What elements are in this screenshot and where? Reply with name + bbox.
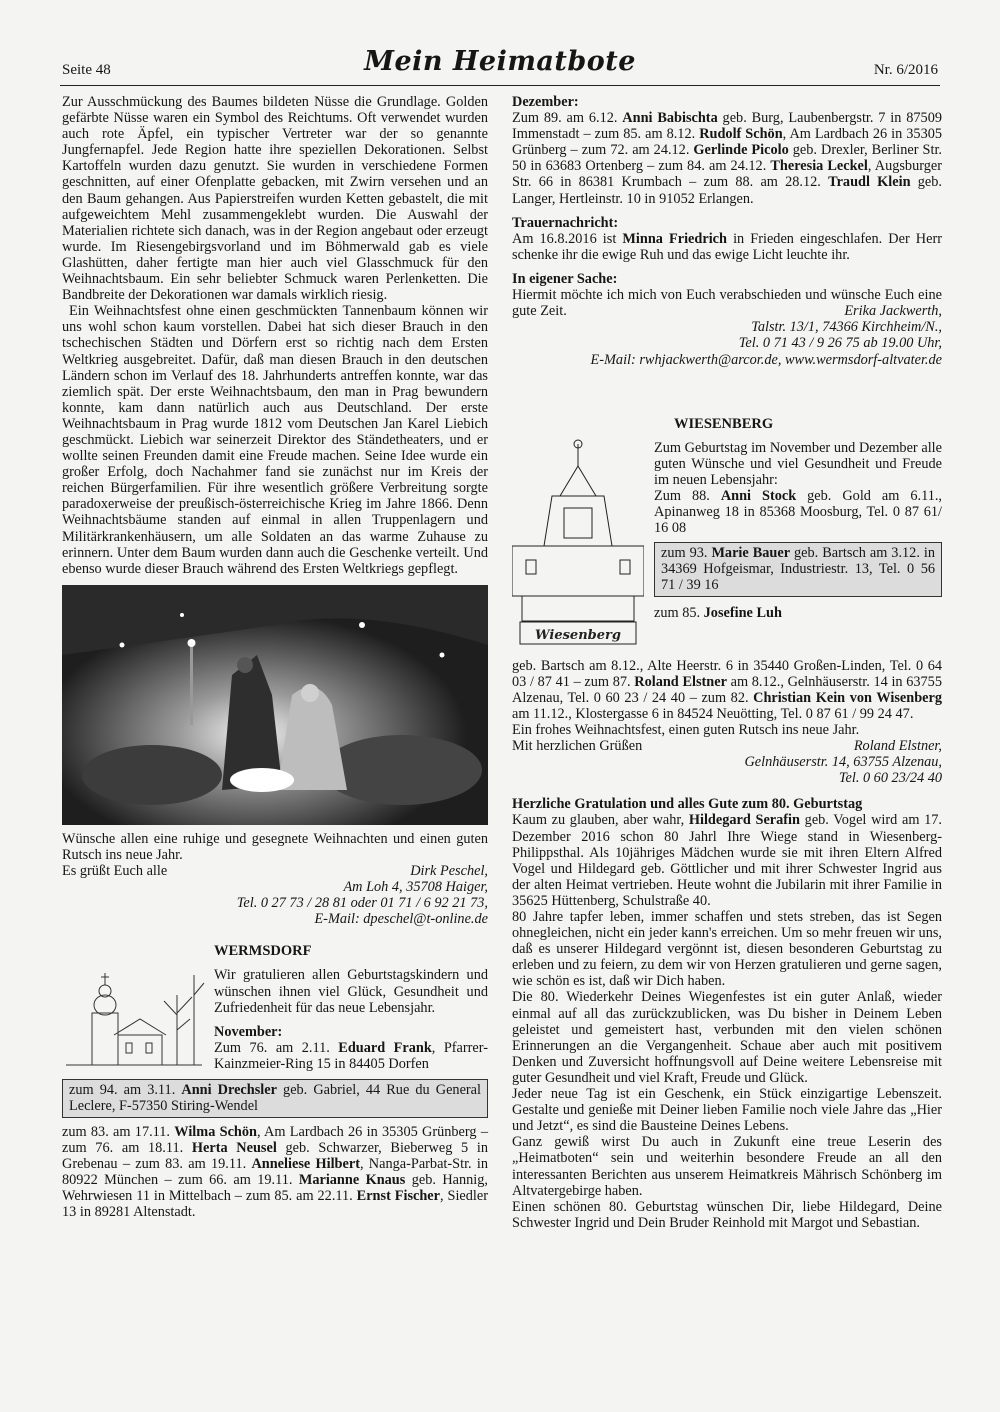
page-number: Seite 48: [62, 62, 111, 78]
person-name: Anni Stock: [720, 487, 797, 504]
birthday-entry: [654, 488, 942, 536]
signature-address: Talstr. 13/1, 74366 Kirchheim/N.,: [751, 319, 942, 336]
entry-text: zum 83. am 17.11.: [62, 1123, 175, 1140]
highlight-box: [62, 1079, 488, 1117]
person-name: Herta Neusel: [191, 1139, 277, 1156]
entry-text: geb. Gold am 6.11., Apinanweg 18 in 85368 Moosburg, Tel. 0 87 61/ 16 08: [654, 487, 942, 537]
person-name: Eduard Frank: [338, 1039, 432, 1056]
person-name: Christian Kein von Wisenberg: [753, 689, 942, 706]
article-paragraph: Ein Weihnachtsfest ohne einen geschmückten Tannenbaum können wir uns wohl schon kaum vorstellen. Dabei hat sich dieser Brauch in den tschechischen Städten und Dörfern erst so richtig nach dem Ersten Weltkrieg ausgebreitet. Dafür, daß man diesen Brauch in den deutschen Ländern schon im Verlauf des 18. Jahrhunderts antreffen konnte, war das ziemlich spät. Der erste Weihnachtsbaum, den man in Prag bewundern konnte, kam dann natürlich auch aus Deutschland. Der erste Weihnachtsbaum in Prag wurde 1812 vom Deutschen Jan Karel Liebich geschmückt. Liebich war seinerzeit Direktor des Ständetheaters, und er wollte seinen Freunden damit eine Freude machen. Seine Idee wurde ein großer Erfolg, doch Nachahmer fand sie zunächst nur im Kreis der reichen Bürgerfamilien. Für ihre wesentlich größere Verbreitung sorgte paradoxerweise der preußisch-österreichische Krieg im Jahre 1866. Denn Weihnachtsbäume standen auf einmal in allen Truppenlagern und Militärkrankenhäusern, um alle Soldaten an das warme Zuhause zu erinnern. Unter dem Baum wurden dann auch die Geschenke verteilt. Und ebenso wurde dieser Brauch während des Ersten Weltkriegs gepflegt.: [62, 303, 488, 577]
entry-text: Zum 88.: [654, 487, 721, 504]
entry-text: , Augsburger Str. 66 in 86381 Krumbach – zum 88. am 28.12.: [512, 158, 942, 191]
person-name: Hildegard Serafin: [688, 812, 800, 829]
signature-name: Dirk Peschel,: [410, 863, 488, 879]
entry-text: geb. Burg, Laubenbergstr. 7 in 87509 Immenstadt – zum 85. am 8.12.: [512, 110, 942, 143]
entry-text: in Frieden eingeschlafen. Der Herr schenke ihr die ewige Ruh und das ewige Licht leuchte ihr.: [512, 230, 942, 263]
entry-text: geb. Schwarzer, Bieberweg 5 in Grebenau – zum 83. am 19.11.: [62, 1139, 488, 1172]
entry-text: Zum 76. am 2.11.: [214, 1039, 339, 1056]
personal-note-heading: In eigener Sache:: [512, 270, 618, 287]
person-name: Minna Friedrich: [622, 230, 727, 247]
signature-line: [512, 738, 942, 754]
wermsdorf-text: [210, 943, 488, 1075]
personal-note-text: Hiermit möchte ich mich von Euch verabschieden und wünsche Euch eine gute Zeit.: [512, 287, 942, 320]
signature-phone: Tel. 0 71 43 / 9 26 75 ab 19.00 Uhr,: [738, 335, 942, 352]
entry-text: geb. Bartsch am 3.12. in 34369 Hofgeismar, Industriestr. 13, Tel. 0 56 71 / 39 16: [661, 545, 935, 594]
right-column: [512, 94, 942, 1231]
entry-text: , Siedler 13 in 89281 Altenstadt.: [62, 1187, 488, 1221]
signature-phone: Tel. 0 60 23/24 40: [838, 770, 942, 787]
highlight-box: [654, 542, 942, 596]
wermsdorf-section: [62, 943, 488, 1075]
entry-text: , Am Lardbach 26 in 35305 Grünberg – zum 72. am 24.12.: [512, 126, 943, 159]
person-name: Theresia Leckel: [770, 158, 868, 175]
entry-text: zum 85.: [654, 604, 704, 621]
entry-text: geb. Langer, Hertleinstr. 10 in 91052 Erlangen.: [512, 174, 942, 207]
greeting-sign: Es grüßt Euch alle: [62, 863, 168, 879]
person-name: Anni Drechsler: [181, 1082, 277, 1099]
entry-text: am 11.12., Klostergasse 6 in 84524 Neuötting, Tel. 0 87 61 / 99 24 47.: [512, 705, 914, 722]
entry-text: , Pfarrer-Kainzmeier-Ring 15 in 84405 Dorfen: [214, 1039, 489, 1072]
entry-text: , Am Lardbach 26 in 35305 Grünberg – zum 76. am 18.11.: [62, 1123, 488, 1156]
birthday-entries: [512, 110, 942, 207]
congratulation-paragraph: 80 Jahre tapfer leben, immer schaffen und stets streben, das ist Segen ohnegleichen, nicht ein jeder kann's erreichen. Um so mehr freuen wir uns, daß es unserer Hildegard vergönnt ist, diesen besonderen Geburtstag zu erleben und zu feiern, zu dem wir von Herzen gratulieren und gerne sagen, wie schön es ist, daß wir Dich haben.: [512, 909, 942, 990]
congratulation-paragraph: Die 80. Wiederkehr Deines Wiegenfestes ist ein guter Anlaß, wieder einmal auf all das zurückzublicken, was Du bisher in Deinem Leben geleistet und gemeistert hast, verbunden mit den vielen schönen Erinnerungen an die Vergangenheit. Schaue aber auch mit positivem Denken und Zuversicht hoffnungsvoll auf Deine weitere Lebensreise mit guter Gesundheit und viel Kraft, Freude und Glück.: [512, 989, 942, 1086]
left-column: [62, 94, 488, 1220]
nativity-image: [62, 585, 488, 825]
entry-text: geb. Drexler, Berliner Str. 50 in 63683 Ortenberg – zum 84. am 24.12.: [512, 142, 942, 175]
signature-address: Am Loh 4, 35708 Haiger,: [343, 879, 488, 896]
signature-email: E-Mail: dpeschel@t-online.de: [314, 911, 488, 928]
person-name: Rudolf Schön: [699, 126, 783, 143]
entry-text: geb. Vogel wird am 17. Dezember 2016 schon 80 Jahrl Ihre Wiege stand in Wiesenberg-Philippsthal. Als 10jähriges Mädchen wurde sie mit ihren Eltern Alfred Vogel und Hildegard geb. Göttlicher und mit ihrer Schwester Ingrid aus der alten Heimat vertrieben. Heute wohnt die Jubilarin mit ihrer Familie in 35625 Hüttenberg, Schulstraße 40.: [512, 812, 942, 909]
person-name: Marie Bauer: [711, 545, 791, 562]
emblem-label: Wiesenberg: [535, 627, 621, 643]
entry-text: geb. Gabriel, 44 Rue du General Leclere, F-57350 Stiring-Wendel: [69, 1082, 482, 1115]
congratulation-paragraph: [512, 812, 942, 909]
congratulation-heading: Herzliche Gratulation und alles Gute zum 80. Geburtstag: [512, 796, 863, 813]
birthday-entries: [62, 1124, 488, 1221]
entry-text: geb. Bartsch am 8.12., Alte Heerstr. 6 in 35440 Großen-Linden, Tel. 0 64 03 / 87 41 – zum 87.: [512, 657, 942, 690]
person-name: Traudl Klein: [828, 174, 911, 191]
congratulation-paragraph: Einen schönen 80. Geburtstag wünschen Dir, liebe Hildegard, Deine Schwester Ingrid und Dein Bruder Reinhold mit Margot und Sebastian.: [512, 1198, 942, 1231]
person-name: Roland Elstner: [634, 673, 727, 690]
obituary-text: [512, 231, 942, 263]
person-name: Wilma Schön: [174, 1123, 257, 1140]
signature-phone: Tel. 0 27 73 / 28 81 oder 01 71 / 6 92 21 73,: [236, 895, 488, 912]
signature-address: Gelnhäuserstr. 14, 63755 Alzenau,: [744, 754, 942, 771]
section-title: WERMSDORF: [214, 943, 312, 960]
wiesenberg-text: [644, 416, 942, 658]
wish-text: Ein frohes Weihnachtsfest, einen guten Rutsch ins neue Jahr.: [512, 721, 860, 738]
entry-text: Kaum zu glauben, aber wahr,: [512, 812, 689, 829]
person-name: Gerlinde Picolo: [693, 142, 789, 159]
greeting-text: Wünsche allen eine ruhige und gesegnete Weihnachten und einen guten Rutsch ins neue Jahr.: [62, 830, 488, 863]
signature-name: Roland Elstner,: [853, 738, 942, 755]
wermsdorf-church-drawing: [62, 955, 210, 1075]
signature-name: Erika Jackwerth,: [844, 303, 942, 320]
person-name: Josefine Luh: [703, 604, 782, 621]
section-title: WIESENBERG: [674, 415, 774, 432]
obituary-heading: Trauernachricht:: [512, 214, 619, 231]
congratulation-paragraph: Ganz gewiß wirst Du auch in Zukunft eine treue Leserin des „Heimatboten“ sein und weiterhin besondere Freude an all den interessanten Berichten aus unserem Heimatkreis Mährisch Schönberg im Altvatergebirge haben.: [512, 1134, 942, 1199]
entry-text: Am 16.8.2016 ist: [512, 230, 623, 247]
greeting-sign: Mit herzlichen Grüßen: [512, 738, 643, 755]
issue-number: Nr. 6/2016: [873, 62, 938, 78]
congratulation-paragraph: Jeder neue Tag ist ein Geschenk, ein Stück einzigartige Lebenszeit. Gestalte und genieße mit Deiner lieben Familie noch viele Jahre das „Hier und Jetzt“, es sind die Bausteine Deines Lebens.: [512, 1086, 942, 1135]
entry-text: zum 93.: [661, 545, 712, 562]
person-name: Ernst Fischer: [356, 1187, 441, 1204]
entry-text: am 8.12., Gelnhäuserstr. 14 in 63755 Alzenau, Tel. 0 60 23 / 24 40 – zum 82.: [512, 673, 942, 706]
signature-line: [62, 863, 488, 879]
wiesenberg-section: [512, 416, 942, 658]
birthday-entries: [512, 658, 942, 722]
december-heading: Dezember:: [512, 94, 579, 110]
birthday-entry: [214, 1040, 488, 1072]
birthday-entry: [654, 605, 942, 621]
person-name: Marianne Knaus: [298, 1171, 406, 1188]
wermsdorf-intro: Wir gratulieren allen Geburtstagskindern und wünschen ihnen viel Glück, Gesundheit und Zufriedenheit für das neue Lebensjahr.: [214, 967, 488, 1016]
november-heading: November:: [214, 1023, 283, 1040]
entry-text: geb. Hannig, Wehrwiesen 11 in Mittelbach – zum 85. am 22.11.: [62, 1171, 488, 1204]
wiesenberg-intro: Zum Geburtstag im November und Dezember alle guten Wünsche und viel Gesundheit und Freude im neuen Lebensjahr:: [654, 439, 942, 488]
person-name: Anneliese Hilbert: [251, 1155, 360, 1172]
entry-text: Zum 89. am 6.12.: [512, 110, 623, 127]
entry-text: , Nanga-Parbat-Str. in 80922 München – zum 66. am 19.11.: [62, 1155, 489, 1188]
person-name: Anni Babischta: [622, 110, 718, 127]
masthead-title: Mein Heimatbote: [364, 46, 636, 77]
header-rule: [60, 85, 940, 86]
signature-email: E-Mail: rwhjackwerth@arcor.de, www.wermsdorf-altvater.de: [590, 351, 942, 368]
entry-text: zum 94. am 3.11.: [69, 1082, 182, 1099]
wiesenberg-emblem: [512, 436, 644, 658]
article-paragraph: Zur Ausschmückung des Baumes bildeten Nüsse die Grundlage. Golden gefärbte Nüsse waren ein Symbol des Reichtums. Oft verwendet wurden auch rote Äpfel, ein typischer Vertreter war der so genannte Jungfernapfel. Jede Region hatte ihre speziellen Dekorationen. Selbst Kartoffeln wurden dazu genutzt. Sie wurden in verschiedene Formen geschnitten, auf einer Ofenplatte gebacken, mit Zwirn versehen und an den Baum gehangen. Aus Papierstreifen wurden Ketten gebastelt, die mit aufgeweichtem Mehl zusammengeklebt wurden. Die Auswahl der Materialien richtete sich danach, was in der Region angebaut oder erzeugt wurde. Im Riesengebirgsvorland und im Böhmerwald gab es viele Glashütten, daher fertigte man hier auch viel Glasschmuck für den Weihnachtsbaum. Ein sehr beliebter Schmuck waren Perlenketten. Die Bandbreite der Dekorationen war damals wirklich riesig.: [62, 94, 488, 304]
